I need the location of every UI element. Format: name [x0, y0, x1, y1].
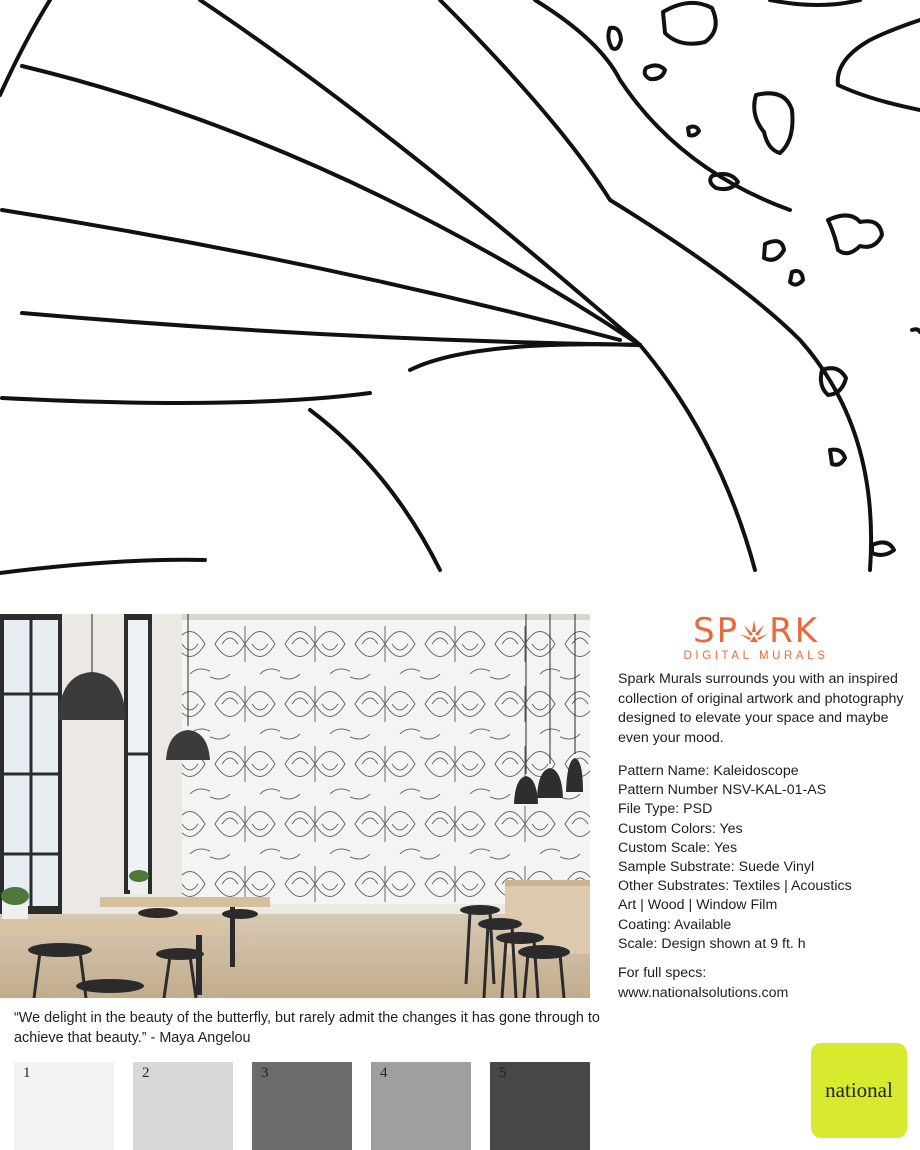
color-swatch-5: [490, 1062, 590, 1150]
spark-burst-icon: [739, 616, 769, 642]
spec-list: [618, 762, 908, 954]
spark-logo: [620, 611, 892, 666]
spec-other-substrates-cont: Art | Wood | Window Film: [618, 897, 778, 914]
spec-scale: Scale: Design shown at 9 ft. h: [618, 935, 806, 952]
spec-file-type: File Type: PSD: [618, 801, 713, 818]
quote-text: “We delight in the beauty of the butterfly, but rarely admit the changes it has gone through to achieve that beauty.” - Maya Angelou: [14, 1010, 600, 1046]
national-logo: national: [811, 1043, 907, 1138]
color-swatch-3: [252, 1062, 352, 1150]
room-mockup-image: [0, 614, 590, 998]
spec-pattern-name: Pattern Name: Kaleidoscope: [618, 763, 799, 779]
spec-custom-scale: Custom Scale: Yes: [618, 839, 738, 856]
full-specs-url[interactable]: www.nationalsolutions.com: [618, 984, 789, 1001]
logo-word-right: RK: [769, 611, 819, 651]
color-swatch-4: [371, 1062, 471, 1150]
full-specs-label: For full specs:: [618, 965, 707, 981]
color-swatch-2: [133, 1062, 233, 1150]
logo-word-left: SP: [692, 611, 740, 651]
color-swatch-1: [14, 1062, 114, 1150]
swatch-number: 3: [261, 1065, 269, 1081]
full-specs: [618, 964, 788, 1003]
swatch-number: 5: [499, 1065, 507, 1081]
swatch-number: 4: [380, 1065, 388, 1081]
spec-coating: Coating: Available: [618, 916, 732, 933]
logo-tagline: DIGITAL MURALS: [683, 650, 829, 662]
swatch-number: 1: [23, 1065, 31, 1081]
swatch-number: 2: [142, 1065, 150, 1081]
spec-sample-substrate: Sample Substrate: Suede Vinyl: [618, 859, 815, 876]
spec-pattern-number: Pattern Number NSV-KAL-01-AS: [618, 782, 827, 799]
logo-wordmark: [620, 611, 892, 651]
intro-text: Spark Murals surrounds you with an inspired collection of original artwork and photography designed to elevate your space and maybe even your mood.: [618, 671, 904, 746]
spec-custom-colors: Custom Colors: Yes: [618, 820, 743, 837]
spec-other-substrates: Other Substrates: Textiles | Acoustics: [618, 878, 852, 895]
